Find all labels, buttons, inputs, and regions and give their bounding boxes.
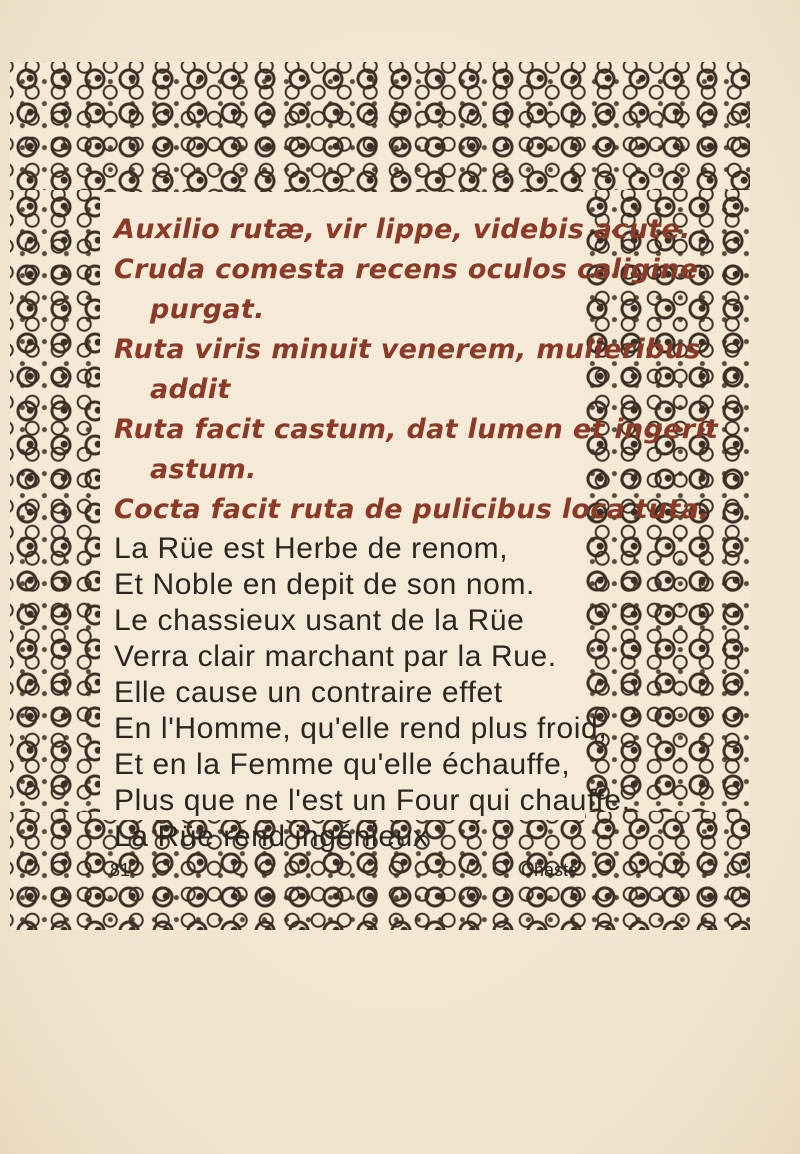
latin-verse-line: Ruta viris minuit venerem, mulieribus (114, 334, 701, 365)
french-verse-line: Plus que ne l'est un Four qui chauffe. (114, 784, 631, 817)
latin-verse-line: addit (150, 374, 231, 405)
french-verse-line: La Rüe est Herbe de renom, (114, 532, 509, 565)
page-footer (108, 860, 578, 884)
latin-verse-line: Cruda comesta recens oculos caligine (114, 254, 699, 285)
french-verse-line: Et en la Femme qu'elle échauffe, (114, 748, 571, 781)
latin-verse-line: astum. (150, 454, 257, 485)
latin-verse-line: purgat. (150, 294, 265, 325)
french-verse-line: Et Noble en depit de son nom. (114, 568, 535, 601)
catchword: Chaste (520, 860, 578, 880)
ornamental-border-left (10, 190, 100, 840)
ornamental-border-top (10, 62, 750, 194)
latin-verse-line: Cocta facit ruta de pulicibus loca tuta. (114, 494, 710, 525)
text-panel (100, 192, 719, 853)
french-verse-line: Le chassieux usant de la Rüe (114, 604, 525, 637)
french-verse-line: Elle cause un contraire effet (114, 676, 503, 709)
french-verse-line: La Rüe rend ingénieux (114, 820, 429, 853)
french-verse-line: En l'Homme, qu'elle rend plus froid, (114, 712, 608, 745)
latin-verse-line: Auxilio rutæ, vir lippe, videbis acute. (114, 214, 691, 245)
latin-verse-line: Ruta facit castum, dat lumen et ingerit (114, 414, 719, 445)
page-number: 81 (110, 860, 131, 880)
french-verse-line: Verra clair marchant par la Rue. (114, 640, 557, 673)
